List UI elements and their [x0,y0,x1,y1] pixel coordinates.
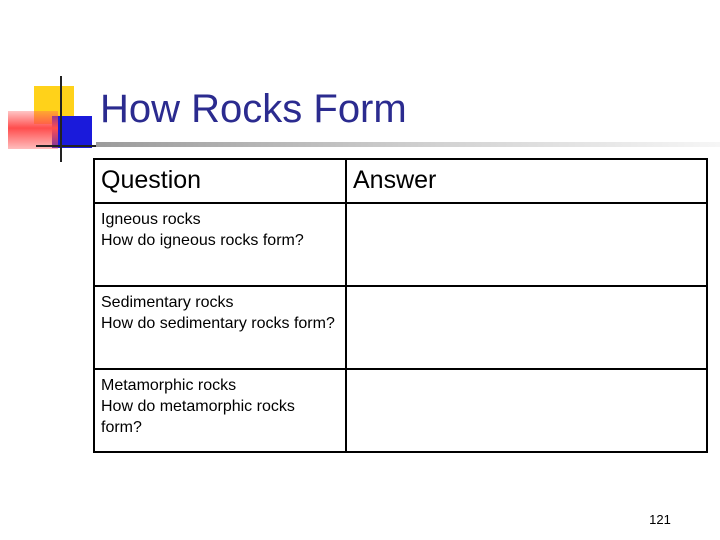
logo-blue-square [52,116,92,148]
answer-cell[interactable] [346,369,707,452]
question-prompt: How do igneous rocks form? [101,232,304,249]
question-cell [94,203,346,286]
rock-category: Metamorphic rocks [101,377,237,394]
answer-cell[interactable] [346,203,707,286]
rock-category: Igneous rocks [101,211,201,228]
question-prompt: How do metamorphic rocks form? [101,398,295,436]
table-row [94,369,707,452]
question-prompt: How do sedimentary rocks form? [101,315,335,332]
slide-logo-decoration [0,0,100,170]
question-answer-table [93,158,708,453]
table-row [94,286,707,369]
page-number: 121 [649,512,671,527]
question-cell [94,286,346,369]
question-cell [94,369,346,452]
slide-title: How Rocks Form [100,87,407,131]
logo-vertical-line [60,76,62,162]
table-row [94,203,707,286]
table-header-row [94,159,707,203]
answer-header: Answer [346,159,707,203]
logo-horizontal-line [36,145,96,147]
logo-red-bar [8,111,58,149]
question-header: Question [94,159,346,203]
rock-category: Sedimentary rocks [101,294,234,311]
title-underline [96,142,720,147]
answer-cell[interactable] [346,286,707,369]
